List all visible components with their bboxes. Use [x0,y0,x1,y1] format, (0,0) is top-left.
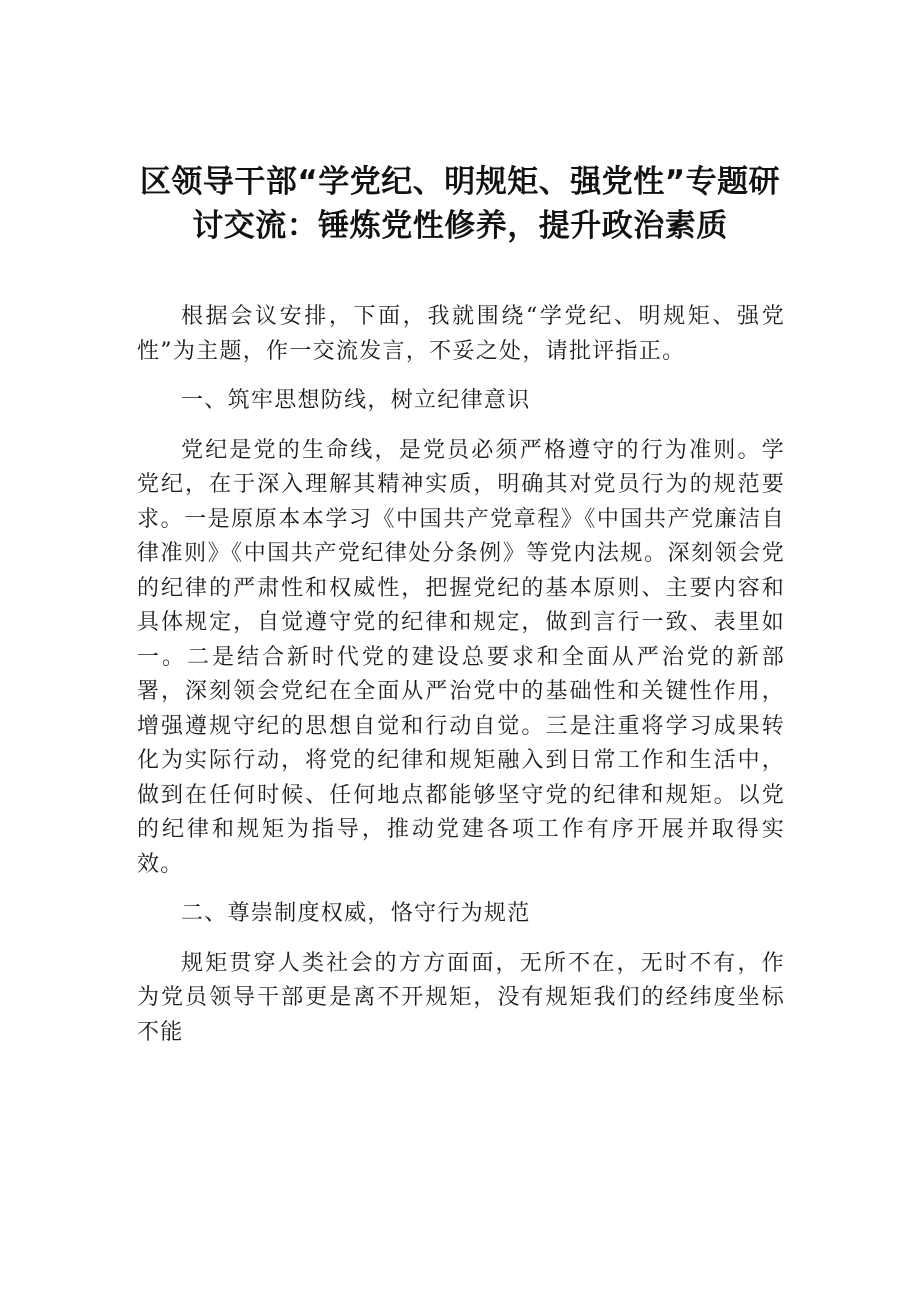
title-line-1: 区领导干部“学党纪、明规矩、强党性”专题研 [139,164,781,200]
section-heading-1: 一、筑牢思想防线，树立纪律意识 [181,388,531,413]
document-body [137,300,785,1065]
title-line-2: 讨交流：锤炼党性修养，提升政治素质 [192,208,728,244]
section-1-paragraph: 党纪是党的生命线，是党员必须严格遵守的行为准则。学党纪，在于深入理解其精神实质，明确其对党员行为的规范要求。一是原原本本学习《中国共产党章程》《中国共产党廉洁自律准则》《中国共产党纪律处分条例》等党内法规。深刻领会党的纪律的严肃性和权威性，把握党纪的基本原则、主要内容和具体规定，自觉遵守党的纪律和规定，做到言行一致、表里如一。二是结合新时代党的建设总要求和全面从严治党的新部署，深刻领会党纪在全面从严治党中的基础性和关键性作用，增强遵规守纪的思想自觉和行动自觉。三是注重将学习成果转化为实际行动，将党的纪律和规矩融入到日常工作和生活中，做到在任何时候、任何地点都能够坚守党的纪律和规矩。以党的纪律和规矩为指导，推动党建各项工作有序开展并取得实效。 [137,437,785,877]
section-2-paragraph: 规矩贯穿人类社会的方方面面，无所不在，无时不有，作为党员领导干部更是离不开规矩，没有规矩我们的经纬度坐标不能 [137,950,785,1045]
document-title [120,160,800,248]
intro-paragraph: 根据会议安排，下面，我就围绕“学党纪、明规矩、强党性”为主题，作一交流发言，不妥之处，请批评指正。 [137,304,785,364]
section-heading-2: 二、尊崇制度权威，恪守行为规范 [181,901,531,926]
